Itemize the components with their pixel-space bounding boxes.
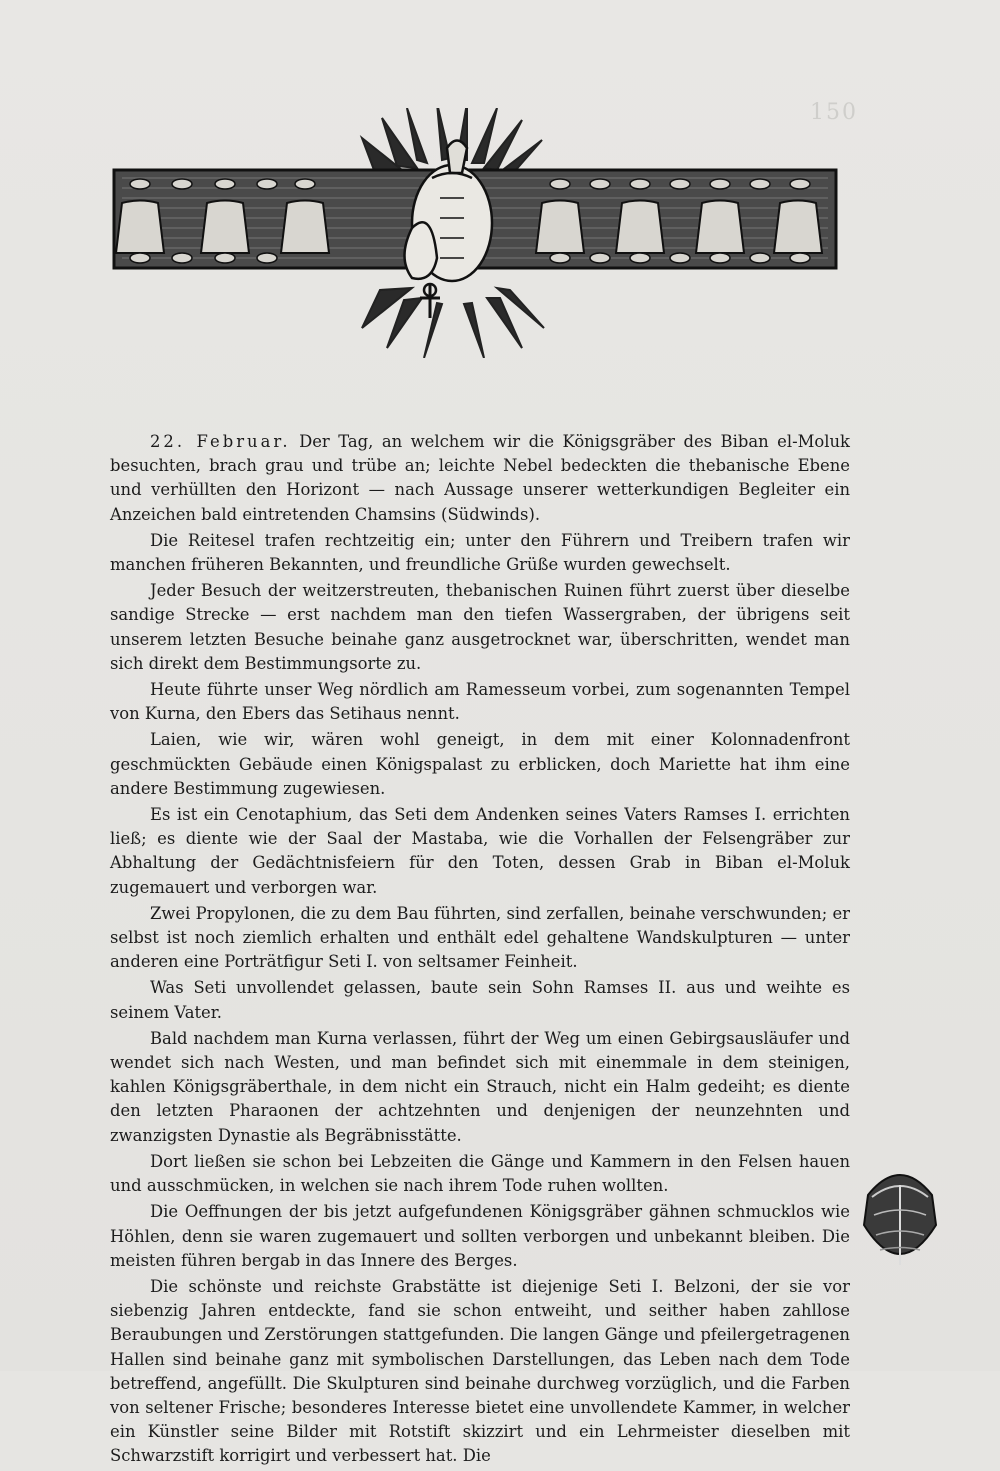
paragraph: 22. Februar. Der Tag, an welchem wir die Königsgräber des Biban el-Moluk besuchten, brach grau und trübe an; leichte Nebel bedeckten die thebanische Ebene und verhüllten den Horizont — nach Aussage unserer wetterkundigen Begleiter ein Anzeichen bald eintretenden Chamsins (Südwinds).: [110, 432, 850, 524]
paragraph: Jeder Besuch der weitzerstreuten, thebanischen Ruinen führt zuerst über dieselbe sandige Strecke — erst nachdem man den tiefen Wassergraben, der übrigens seit unserem letzten Besuche beinahe ganz ausgetrocknet war, überschritten, wendet man sich direkt dem Bestimmungsorte zu.: [110, 581, 850, 673]
paragraph: Heute führte unser Weg nördlich am Ramesseum vorbei, zum sogenannten Tempel von Kurna, den Ebers das Setihaus nennt.: [110, 680, 850, 724]
paragraph: Die Oeffnungen der bis jetzt aufgefundenen Königsgräber gähnen schmucklos wie Höhlen, denn sie waren zugemauert und sollten verborgen und unbekannt bleiben. Die meisten führen bergab in das Innere des Berges.: [110, 1202, 850, 1270]
paragraph: Die Reitesel trafen rechtzeitig ein; unter den Führern und Treibern trafen wir manchen früheren Bekannten, und freundliche Grüße wurden gewechselt.: [110, 530, 850, 575]
paragraph: Die schönste und reichste Grabstätte ist diejenige Seti I. Belzoni, der sie vor siebenzig Jahren entdeckte, fand sie schon entweiht, und seither haben zahllose Beraubungen und Zerstörungen stattgefunden. Die langen Gänge und pfeilergetragenen Hallen sind beinahe ganz mit symbolischen Darstellungen, das Leben nach dem Tode betreffend, angefüllt. Die Skulpturen sind beinahe durchweg vorzüglich, und die Farben von seltener Frische; besonderes Interesse bietet eine unvollendete Kammer, in welcher ein Künstler seine Bilder mit Rotstift skizzirt und ein Lehrmeister dieselben mit Schwarzstift korrigirt und verbessert hat. Die: [110, 1276, 850, 1466]
paragraph: Laien, wie wir, wären wohl geneigt, in dem mit einer Kolonnadenfront geschmückten Gebäude einen Königspalast zu erblicken, doch Mariette hat ihm eine andere Bestimmung zugewiesen.: [110, 730, 850, 798]
paragraph: Was Seti unvollendet gelassen, baute sein Sohn Ramses II. aus und weihte es seinem Vater.: [110, 978, 850, 1022]
paragraph: Zwei Propylonen, die zu dem Bau führten, sind zerfallen, beinahe verschwunden; er selbst ist noch ziemlich erhalten und enthält edel gehaltene Wandskulpturen — unter anderen eine Porträtfigur Seti I. von seltsamer Feinheit.: [110, 903, 850, 972]
scarab-icon: [858, 1155, 942, 1275]
egyptian-frieze-icon: [112, 108, 838, 358]
body-text: [110, 430, 850, 1471]
date-label: 22. Februar.: [150, 432, 291, 451]
paragraph: Dort ließen sie schon bei Lebzeiten die Gänge und Kammern in den Felsen hauen und ausschmücken, in welchen sie nach ihrem Tode ruhen wollten.: [110, 1151, 850, 1196]
paragraph: Es ist ein Cenotaphium, das Seti dem Andenken seines Vaters Ramses I. errichten ließ; es diente wie der Saal der Mastaba, wie die Vorhallen der Felsengräber zur Abhaltung der Gedächtnisfeiern für den Toten, dessen Grab in Biban el-Moluk zugemauert und verborgen war.: [110, 805, 850, 897]
paragraph: Bald nachdem man Kurna verlassen, führt der Weg um einen Gebirgsausläufer und wendet sich nach Westen, und man befindet sich mit einemmale in dem steinigen, kahlen Königsgräberthale, in dem nicht ein Strauch, nicht ein Halm gedeiht; es diente den letzten Pharaonen der achtzehnten und denjenigen der neunzehnten und zwanzigsten Dynastie als Begräbnisstätte.: [110, 1028, 850, 1145]
show-through-page-number: 150: [810, 100, 858, 125]
